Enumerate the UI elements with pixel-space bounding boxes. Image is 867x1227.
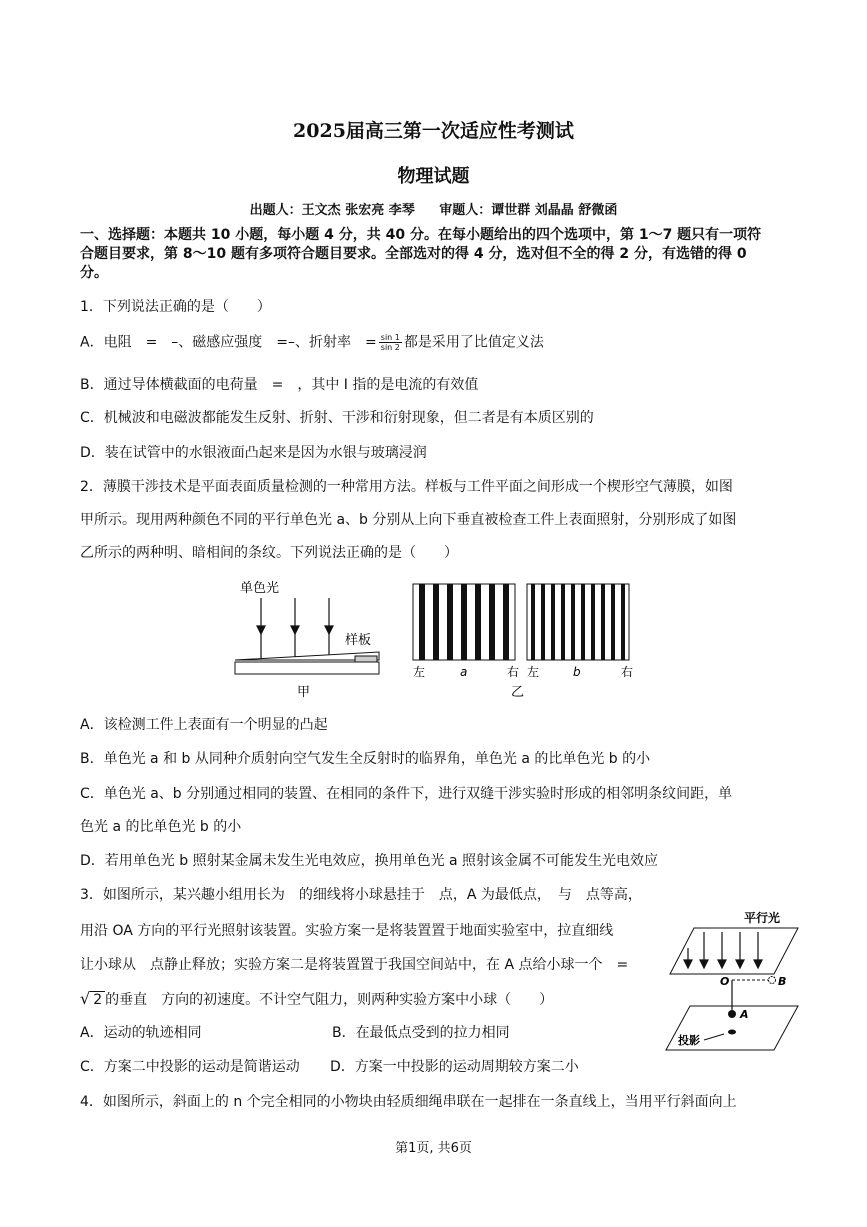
label-light: 单色光 (240, 581, 280, 596)
page-footer: 第1页, 共6页 (395, 1141, 472, 1156)
exam-title: 2025届高三第一次适应性考测试 (293, 120, 574, 142)
label-a: a (460, 665, 468, 679)
q2-stem-1: 2．薄膜干涉技术是平面表面质量检测的一种常用方法。样板与工件平面之间形成一个楔形空气薄膜，如图 (80, 479, 733, 495)
label-projection: 投影 (678, 1034, 700, 1047)
label-o: O (720, 975, 730, 988)
q3-stem-4-text: 的垂直 方向的初速度。不计空气阻力，则两种实验方案中小球（ ） (105, 992, 554, 1008)
figure-yi (413, 584, 633, 700)
label-right-2: 右 (621, 665, 634, 679)
q1-option-d: D．装在试管中的水银液面凸起来是因为水银与玻璃浸润 (80, 445, 427, 461)
label-yi: 乙 (511, 685, 525, 700)
section-intro-3: 分。 (80, 265, 108, 281)
figure-jia (235, 580, 379, 700)
q3-stem-4 (80, 990, 553, 1009)
label-plate: 样板 (345, 633, 372, 648)
sqrt-symbol: √ (80, 989, 91, 1008)
q1-a-fraction (379, 333, 402, 352)
label-parallel-light: 平行光 (744, 911, 781, 925)
q1-option-c: C．机械波和电磁波都能发生反射、折射、干涉和衍射现象，但二者是有本质区别的 (80, 410, 594, 426)
q3-stem-2: 用沿 OA 方向的平行光照射该装置。实验方案一是将装置置于地面实验室中，拉直细线 (80, 923, 614, 939)
label-right-1: 右 (507, 665, 520, 679)
label-left-1: 左 (413, 665, 426, 679)
authors-line (0, 199, 867, 218)
q2-option-c-1: C．单色光 a、b 分别通过相同的装置、在相同的条件下，进行双缝干涉实验时形成的相邻明条纹间距，单 (80, 786, 733, 802)
q4-stem-1: 4．如图所示，斜面上的 n 个完全相同的小物块由轻质细绳串联在一起排在一条直线上，当用平行斜面向上 (80, 1094, 737, 1110)
q3-stem-3: 让小球从 点静止释放；实验方案二是将装置置于我国空间站中，在 A 点给小球一个 = (80, 957, 629, 973)
q1-a-frac-den: sin 2 (380, 343, 400, 352)
q2-option-c-2: 色光 a 的比单色光 b 的小 (80, 819, 242, 835)
q2-stem-3: 乙所示的两种明、暗相间的条纹。下列说法正确的是（ ） (80, 545, 458, 561)
q3-figure (664, 908, 804, 1056)
label-jia: 甲 (297, 685, 311, 700)
q2-option-d: D．若用单色光 b 照射某金属未发生光电效应，换用单色光 a 照射该金属不可能发生光电效应 (80, 853, 659, 869)
q1-a-frac-num: sin 1 (380, 333, 400, 342)
setters: 出题人：王文杰 张宏亮 李琴 (249, 203, 415, 218)
q1-option-b: B．通过导体横截面的电荷量 = ，其中 I 指的是电流的有效值 (80, 377, 479, 393)
section-intro-1: 一、选择题：本题共 10 小题，每小题 4 分，共 40 分。在每小题给出的四个选项中，第 1～7 题只有一项符 (80, 227, 762, 243)
reviewers: 审题人：谭世群 刘晶晶 舒微函 (439, 203, 618, 218)
q3-stem-1: 3．如图所示，某兴趣小组用长为 的细线将小球悬挂于 点，A 为最低点， 与 点等高， (80, 887, 642, 903)
q2-figure (225, 572, 645, 702)
subject-title: 物理试题 (397, 166, 470, 187)
q1-a-text2: 都是采用了比值定义法 (403, 334, 544, 351)
label-b-point: B (778, 975, 787, 988)
q3-option-a: A．运动的轨迹相同 (80, 1025, 202, 1041)
q3-sqrt-value: 2 (90, 991, 105, 1008)
q1-option-a (80, 333, 544, 352)
label-left-2: 左 (527, 665, 540, 679)
q3-option-b: B．在最低点受到的拉力相同 (332, 1025, 510, 1041)
q3-option-c: C．方案二中投影的运动是简谐运动 (80, 1059, 300, 1075)
section-intro-2: 合题目要求，第 8～10 题有多项符合题目要求。全部选对的得 4 分，选对但不全的得 2 分，有选错的得 0 (80, 246, 747, 262)
q1-a-text1: A．电阻 = –、磁感应强度 =–、折射率 = (80, 334, 377, 351)
label-a-point: A (740, 1008, 749, 1021)
q2-stem-2: 甲所示。现用两种颜色不同的平行单色光 a、b 分别从上向下垂直被检查工件上表面照射，分别形成了如图 (80, 512, 737, 528)
q1-stem: 1．下列说法正确的是（ ） (80, 299, 271, 315)
q2-option-a: A．该检测工件上表面有一个明显的凸起 (80, 717, 328, 733)
q2-option-b: B．单色光 a 和 b 从同种介质射向空气发生全反射时的临界角，单色光 a 的比单色光 b 的小 (80, 751, 651, 767)
label-b: b (573, 665, 581, 679)
q3-option-d: D．方案一中投影的运动周期较方案二小 (330, 1059, 579, 1075)
